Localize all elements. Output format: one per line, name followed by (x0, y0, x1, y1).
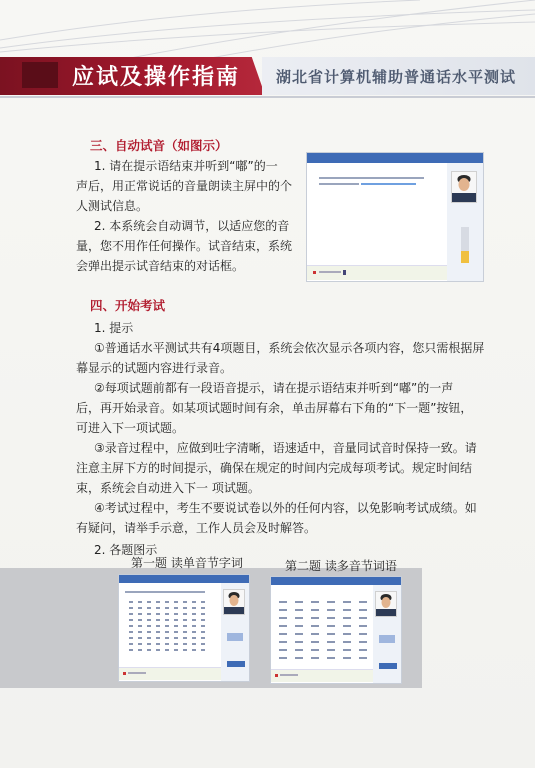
volume-meter (379, 635, 395, 643)
figure1-caption: 第一题 读单音节字词 (131, 556, 243, 570)
word-grid (279, 601, 371, 665)
section4-line-2: 幕显示的试题内容进行录音。 (76, 361, 233, 375)
section4-line-5: 可进入下一项试题。 (76, 421, 185, 435)
candidate-photo (223, 589, 245, 615)
volume-meter (227, 633, 243, 641)
status-bar (307, 265, 447, 280)
banner-divider (0, 96, 535, 98)
info-line (361, 183, 416, 185)
prompt-line (319, 183, 359, 185)
section4-heading: 四、开始考试 (90, 298, 166, 313)
candidate-photo (375, 591, 397, 617)
section4-sub2: 2. 各题图示 (94, 543, 158, 557)
status-bar (119, 667, 221, 680)
volume-meter (461, 227, 469, 263)
test1-screenshot (118, 574, 250, 682)
candidate-photo (451, 171, 477, 203)
status-bar (271, 669, 373, 682)
section4-line-7: 注意主屏下方的时间提示，确保在规定的时间内完成每项考试。规定时间结 (76, 461, 473, 475)
syllable-grid (129, 601, 213, 659)
page-subtitle: 湖北省计算机辅助普通话水平测试 (276, 68, 517, 86)
section4-line-6: ③录音过程中，应做到吐字清晰，语速适中，音量同试音时保持一致。请 (94, 441, 477, 455)
section4-line-3: ②每项试题前都有一段语音提示，请在提示语结束并听到“嘟”的一声 (94, 381, 454, 395)
page-title: 应试及操作指南 (72, 65, 241, 90)
banner-accent-block (22, 62, 58, 88)
figure2-caption: 第二题 读多音节词语 (285, 559, 397, 573)
app-titlebar (271, 577, 401, 585)
decorative-lines (0, 0, 535, 60)
section3-line-3: 人测试信息。 (76, 199, 149, 213)
section3-line-6: 会弹出提示试音结束的对话框。 (76, 259, 245, 273)
prompt-line (319, 177, 424, 179)
section3-line-4: 2. 本系统会自动调节，以适应您的音 (94, 219, 290, 233)
next-question-button (379, 663, 397, 669)
section4-line-10: 有疑问，请举手示意，工作人员会及时解答。 (76, 521, 317, 535)
section3-line-2: 声后，用正常说话的音量朗读主屏中的个 (76, 179, 293, 193)
trial-audio-screenshot (306, 152, 484, 282)
app-titlebar (119, 575, 249, 583)
section4-line-9: ④考试过程中，考生不要说试卷以外的任何内容，以免影响考试成绩。如 (94, 501, 477, 515)
section3-line-5: 量，您不用作任何操作。试音结束，系统 (76, 239, 293, 253)
section4-sub1: 1. 提示 (94, 321, 134, 335)
test2-screenshot (270, 576, 402, 684)
section4-line-8: 束，系统会自动进入下一 项试题。 (76, 481, 260, 495)
app-titlebar (307, 153, 483, 163)
section4-line-1: ①普通话水平测试共有4项题目，系统会依次显示各项内容，您只需根据屏 (94, 341, 485, 355)
section4-line-4: 后，再开始录音。如某项试题时间有余，单击屏幕右下角的“下一题”按钮， (76, 401, 473, 415)
section3-line-1: 1. 请在提示语结束并听到“嘟”的一 (94, 159, 278, 173)
next-question-button (227, 661, 245, 667)
section3-heading: 三、自动试音（如图示） (90, 138, 228, 153)
